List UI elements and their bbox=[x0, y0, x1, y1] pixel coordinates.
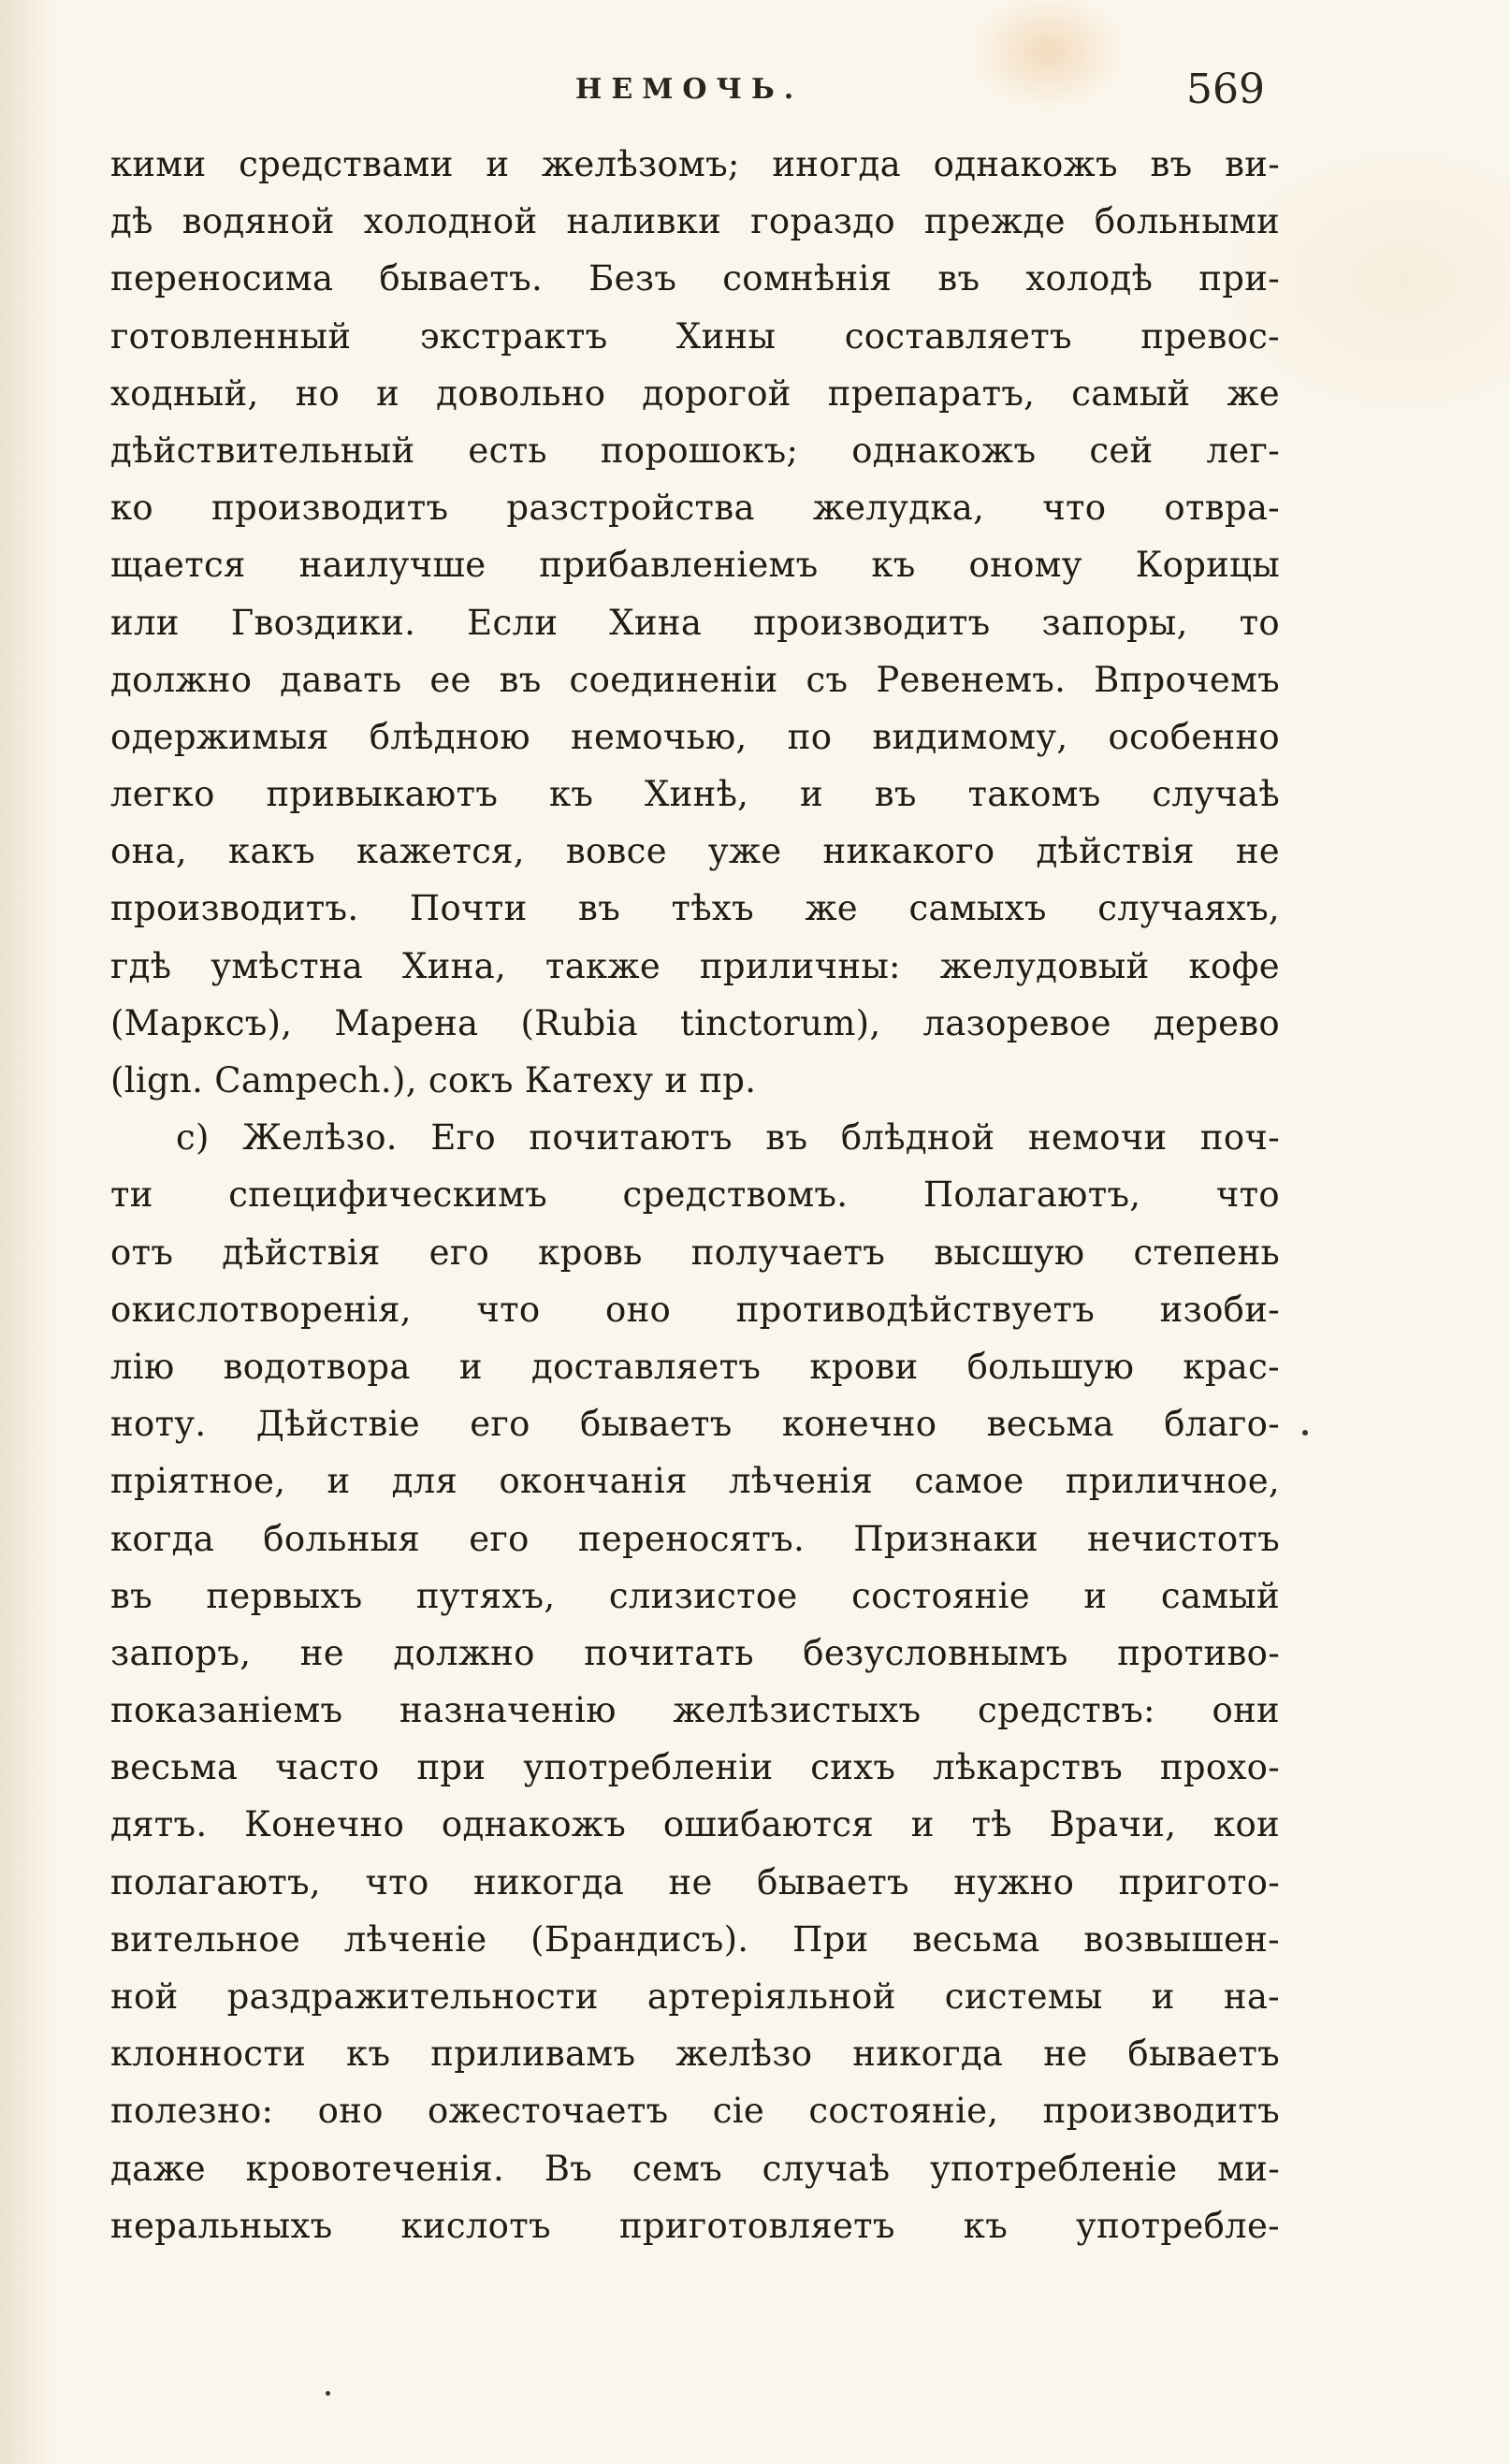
text-line: отъ дѣйствія его кровь получаетъ высшую степень bbox=[110, 1232, 1280, 1273]
text-line: въ первыхъ путяхъ, слизистое состояніе и самый bbox=[110, 1575, 1280, 1616]
text-line: окислотворенія, что оно противодѣйствуетъ изоби- bbox=[110, 1289, 1280, 1330]
text-line: (Марксъ), Марена (Rubia tinctorum), лазоревое дерево bbox=[110, 1002, 1280, 1043]
page-number: 569 bbox=[1186, 66, 1265, 113]
text-line: лію водотвора и доставляетъ крови большую крас- bbox=[110, 1346, 1280, 1387]
text-line: она, какъ кажется, вовсе уже никакого дѣйствія не bbox=[110, 831, 1280, 872]
text-line: ти специфическимъ средствомъ. Полагаютъ, что bbox=[110, 1174, 1280, 1216]
text-line: легко привыкаютъ къ Хинѣ, и въ такомъ случаѣ bbox=[110, 774, 1280, 815]
text-line: должно давать ее въ соединеніи съ Ревенемъ. Впрочемъ bbox=[110, 659, 1280, 700]
text-line: запоръ, не должно почитать безусловнымъ противо- bbox=[110, 1632, 1280, 1673]
text-line: производитъ. Почти въ тѣхъ же самыхъ случаяхъ, bbox=[110, 888, 1280, 929]
text-line: даже кровотеченія. Въ семъ случаѣ употребленіе ми- bbox=[110, 2148, 1280, 2189]
text-line: щается наилучше прибавленіемъ къ оному Корицы bbox=[110, 545, 1280, 586]
text-line: c) Желѣзо. Его почитаютъ въ блѣдной немочи поч- bbox=[176, 1117, 1280, 1159]
ink-speck bbox=[326, 2391, 330, 2396]
text-line: или Гвоздики. Если Хина производитъ запоры, то bbox=[110, 602, 1280, 643]
ink-speck bbox=[1302, 1430, 1308, 1436]
text-line: неральныхъ кислотъ приготовляетъ къ употребле- bbox=[110, 2205, 1280, 2246]
text-line: кими средствами и желѣзомъ; иногда однакожъ въ ви- bbox=[110, 144, 1280, 184]
text-line: пріятное, и для окончанія лѣченія самое приличное, bbox=[110, 1461, 1280, 1502]
text-line: полагаютъ, что никогда не бываетъ нужно пригото- bbox=[110, 1861, 1280, 1903]
text-line: гдѣ умѣстна Хина, также приличны: желудовый кофе bbox=[110, 945, 1280, 986]
text-line: клонности къ приливамъ желѣзо никогда не бываетъ bbox=[110, 2034, 1280, 2075]
text-line: ноту. Дѣйствіе его бываетъ конечно весьма благо- bbox=[110, 1404, 1280, 1445]
running-head: НЕМОЧЬ. bbox=[575, 73, 804, 106]
text-line: дятъ. Конечно однакожъ ошибаются и тѣ Врачи, кои bbox=[110, 1804, 1280, 1845]
text-line: (lign. Campech.), сокъ Катеху и пр. bbox=[110, 1060, 757, 1101]
text-line: ко производитъ разстройства желудка, что отвра- bbox=[110, 488, 1280, 529]
page-header bbox=[0, 66, 1510, 122]
text-line: показаніемъ назначенію желѣзистыхъ средствъ: они bbox=[110, 1690, 1280, 1731]
text-line: ной раздражительности артеріяльной системы и на- bbox=[110, 1976, 1280, 2017]
text-line: готовленный экстрактъ Хины составляетъ превос- bbox=[110, 315, 1280, 357]
text-line: вительное лѣченіе (Брандисъ). При весьма возвышен- bbox=[110, 1918, 1280, 1960]
body-text bbox=[110, 136, 1280, 2254]
text-line: ходный, но и довольно дорогой препаратъ, самый же bbox=[110, 372, 1280, 414]
text-line: дѣ водяной холодной наливки гораздо прежде больными bbox=[110, 201, 1280, 242]
text-line: дѣйствительный есть порошокъ; однакожъ сей лег- bbox=[110, 430, 1280, 471]
text-line: весьма часто при употребленіи сихъ лѣкарствъ прохо- bbox=[110, 1747, 1280, 1788]
text-line: когда больныя его переносятъ. Признаки нечистотъ bbox=[110, 1518, 1280, 1559]
text-line: одержимыя блѣдною немочью, по видимому, особенно bbox=[110, 716, 1280, 757]
text-line: полезно: оно ожесточаетъ сіе состояніе, производитъ bbox=[110, 2091, 1280, 2132]
text-line: переносима бываетъ. Безъ сомнѣнія въ холодѣ при- bbox=[110, 258, 1280, 299]
